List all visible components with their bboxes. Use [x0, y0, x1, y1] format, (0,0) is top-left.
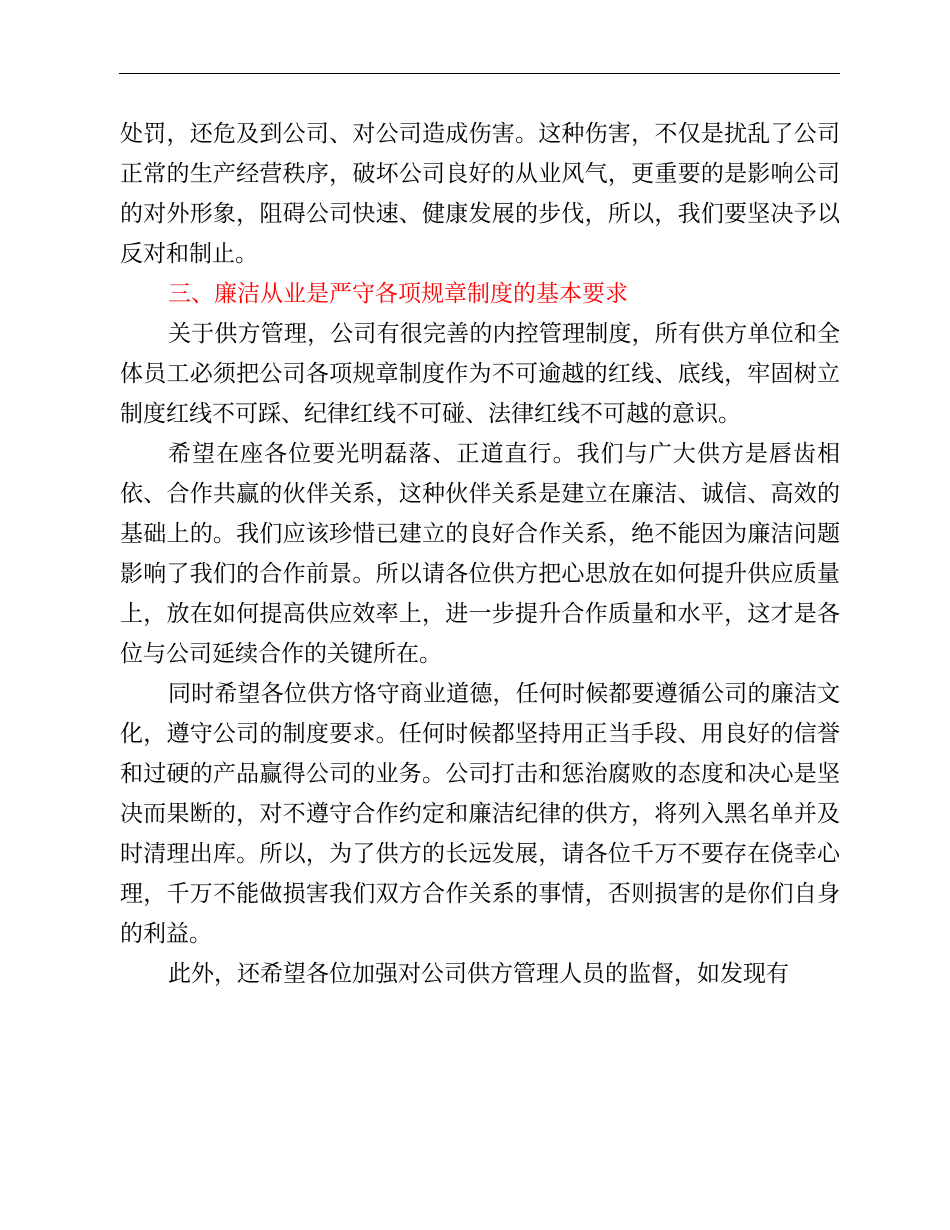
section-heading: 三、廉洁从业是严守各项规章制度的基本要求 — [168, 281, 628, 307]
paragraph-business-ethics: 同时希望各位供方恪守商业道德，任何时候都要遵循公司的廉洁文化，遵守公司的制度要求。任何时候都坚持用正当手段、用良好的信誉和过硬的产品赢得公司的业务。公司打击和惩治腐败的态度和决心是坚决而果断的，对不遵守合作约定和廉洁纪律的供方，将列入黑名单并及时清理出库。所以，为了供方的长远发展，请各位千万不要存在侥幸心理，千万不能做损害我们双方合作关系的事情，否则损害的是你们自身的利益。 — [120, 681, 840, 947]
paragraph-continuation: 处罚，还危及到公司、对公司造成伤害。这种伤害，不仅是扰乱了公司正常的生产经营秩序，破坏公司良好的从业风气，更重要的是影响公司的对外形象，阻碍公司快速、健康发展的步伐，所以，我们要坚决予以反对和制止。 — [120, 121, 840, 267]
document-body — [120, 114, 840, 994]
header-rule — [119, 73, 840, 74]
paragraph-integrity-hope: 希望在座各位要光明磊落、正道直行。我们与广大供方是唇齿相依、合作共赢的伙伴关系，这种伙伴关系是建立在廉洁、诚信、高效的基础上的。我们应该珍惜已建立的良好合作关系，绝不能因为廉洁问题影响了我们的合作前景。所以请各位供方把心思放在如何提升供应质量上，放在如何提高供应效率上，进一步提升合作质量和水平，这才是各位与公司延续合作的关键所在。 — [120, 441, 840, 667]
paragraph-supplier-management: 关于供方管理，公司有很完善的内控管理制度，所有供方单位和全体员工必须把公司各项规章制度作为不可逾越的红线、底线，牢固树立制度红线不可踩、纪律红线不可碰、法律红线不可越的意识。 — [120, 321, 840, 427]
paragraph-supervision: 此外，还希望各位加强对公司供方管理人员的监督，如发现有 — [168, 961, 789, 987]
